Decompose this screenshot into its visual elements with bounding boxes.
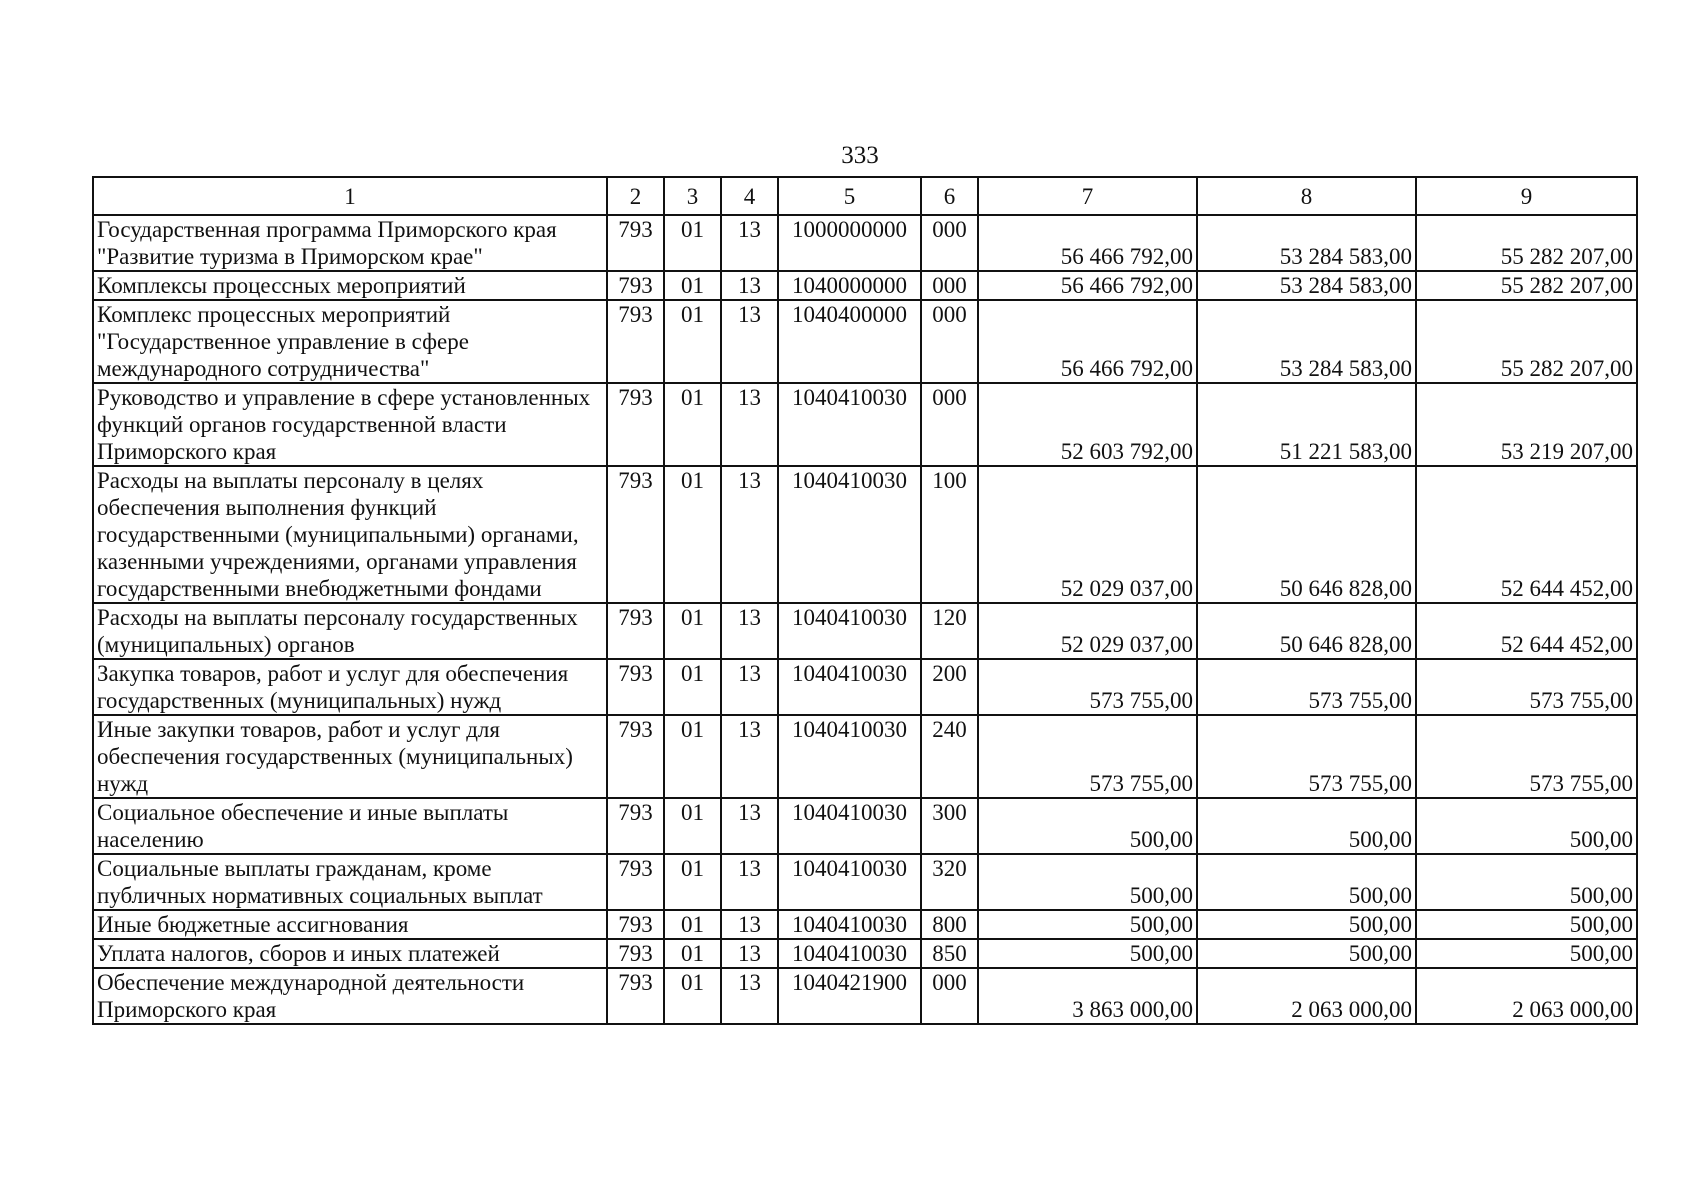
code-cell-6: 240 (921, 715, 978, 798)
code-cell-4: 13 (721, 271, 778, 300)
amount-cell-8: 2 063 000,00 (1197, 968, 1416, 1024)
amount-cell-7: 52 029 037,00 (978, 466, 1197, 603)
row-name-cell: Уплата налогов, сборов и иных платежей (93, 939, 607, 968)
code-cell-4: 13 (721, 968, 778, 1024)
column-header: 8 (1197, 177, 1416, 215)
table-row (93, 383, 1637, 466)
code-cell-6: 000 (921, 300, 978, 383)
amount-cell-8: 573 755,00 (1197, 659, 1416, 715)
table-row (93, 939, 1637, 968)
amount-cell-9: 573 755,00 (1416, 659, 1637, 715)
amount-cell-9: 52 644 452,00 (1416, 603, 1637, 659)
table-row (93, 798, 1637, 854)
amount-cell-7: 500,00 (978, 910, 1197, 939)
amount-cell-7: 500,00 (978, 939, 1197, 968)
amount-cell-9: 500,00 (1416, 939, 1637, 968)
amount-cell-8: 573 755,00 (1197, 715, 1416, 798)
amount-cell-7: 52 029 037,00 (978, 603, 1197, 659)
row-name-cell: Социальные выплаты гражданам, кроме публичных нормативных социальных выплат (93, 854, 607, 910)
table-row (93, 854, 1637, 910)
row-name-cell: Иные бюджетные ассигнования (93, 910, 607, 939)
column-header: 3 (664, 177, 721, 215)
code-cell-5: 1040000000 (778, 271, 921, 300)
code-cell-3: 01 (664, 659, 721, 715)
column-header: 1 (93, 177, 607, 215)
amount-cell-9: 500,00 (1416, 910, 1637, 939)
code-cell-3: 01 (664, 603, 721, 659)
amount-cell-8: 500,00 (1197, 854, 1416, 910)
code-cell-2: 793 (607, 798, 664, 854)
code-cell-6: 000 (921, 215, 978, 271)
table-row (93, 968, 1637, 1024)
table-row (93, 910, 1637, 939)
code-cell-5: 1040410030 (778, 939, 921, 968)
amount-cell-9: 53 219 207,00 (1416, 383, 1637, 466)
amount-cell-7: 573 755,00 (978, 715, 1197, 798)
code-cell-4: 13 (721, 215, 778, 271)
code-cell-2: 793 (607, 854, 664, 910)
amount-cell-8: 50 646 828,00 (1197, 466, 1416, 603)
row-name-cell: Государственная программа Приморского края "Развитие туризма в Приморском крае" (93, 215, 607, 271)
page-number: 333 (841, 142, 879, 169)
amount-cell-7: 56 466 792,00 (978, 271, 1197, 300)
code-cell-2: 793 (607, 215, 664, 271)
code-cell-3: 01 (664, 798, 721, 854)
table-row (93, 715, 1637, 798)
code-cell-6: 000 (921, 383, 978, 466)
code-cell-2: 793 (607, 271, 664, 300)
row-name-cell: Обеспечение международной деятельности Приморского края (93, 968, 607, 1024)
code-cell-6: 100 (921, 466, 978, 603)
amount-cell-9: 500,00 (1416, 798, 1637, 854)
code-cell-5: 1040410030 (778, 659, 921, 715)
code-cell-3: 01 (664, 215, 721, 271)
code-cell-3: 01 (664, 383, 721, 466)
code-cell-6: 300 (921, 798, 978, 854)
header-row (93, 177, 1637, 215)
code-cell-5: 1040410030 (778, 910, 921, 939)
code-cell-4: 13 (721, 383, 778, 466)
code-cell-5: 1040410030 (778, 383, 921, 466)
code-cell-2: 793 (607, 910, 664, 939)
code-cell-4: 13 (721, 910, 778, 939)
amount-cell-8: 53 284 583,00 (1197, 215, 1416, 271)
column-header: 9 (1416, 177, 1637, 215)
code-cell-3: 01 (664, 271, 721, 300)
code-cell-6: 800 (921, 910, 978, 939)
code-cell-4: 13 (721, 603, 778, 659)
amount-cell-7: 3 863 000,00 (978, 968, 1197, 1024)
code-cell-3: 01 (664, 466, 721, 603)
amount-cell-9: 55 282 207,00 (1416, 271, 1637, 300)
code-cell-4: 13 (721, 939, 778, 968)
code-cell-6: 000 (921, 968, 978, 1024)
row-name-cell: Руководство и управление в сфере установленных функций органов государственной власти Приморского края (93, 383, 607, 466)
code-cell-4: 13 (721, 659, 778, 715)
code-cell-4: 13 (721, 466, 778, 603)
amount-cell-9: 55 282 207,00 (1416, 215, 1637, 271)
code-cell-4: 13 (721, 715, 778, 798)
budget-table (92, 176, 1638, 1025)
row-name-cell: Иные закупки товаров, работ и услуг для обеспечения государственных (муниципальных) нужд (93, 715, 607, 798)
code-cell-6: 320 (921, 854, 978, 910)
code-cell-3: 01 (664, 939, 721, 968)
amount-cell-8: 51 221 583,00 (1197, 383, 1416, 466)
code-cell-4: 13 (721, 798, 778, 854)
code-cell-5: 1040400000 (778, 300, 921, 383)
amount-cell-9: 55 282 207,00 (1416, 300, 1637, 383)
code-cell-2: 793 (607, 300, 664, 383)
code-cell-3: 01 (664, 968, 721, 1024)
code-cell-5: 1040410030 (778, 603, 921, 659)
column-header: 5 (778, 177, 921, 215)
code-cell-6: 850 (921, 939, 978, 968)
amount-cell-9: 52 644 452,00 (1416, 466, 1637, 603)
code-cell-3: 01 (664, 300, 721, 383)
code-cell-3: 01 (664, 715, 721, 798)
code-cell-5: 1040410030 (778, 798, 921, 854)
amount-cell-8: 500,00 (1197, 939, 1416, 968)
code-cell-3: 01 (664, 910, 721, 939)
row-name-cell: Закупка товаров, работ и услуг для обеспечения государственных (муниципальных) нужд (93, 659, 607, 715)
row-name-cell: Комплекс процессных мероприятий "Государственное управление в сфере международного сотрудничества" (93, 300, 607, 383)
amount-cell-9: 2 063 000,00 (1416, 968, 1637, 1024)
row-name-cell: Социальное обеспечение и иные выплаты населению (93, 798, 607, 854)
code-cell-2: 793 (607, 715, 664, 798)
column-header: 7 (978, 177, 1197, 215)
amount-cell-8: 500,00 (1197, 798, 1416, 854)
code-cell-2: 793 (607, 383, 664, 466)
amount-cell-8: 53 284 583,00 (1197, 300, 1416, 383)
table-row (93, 215, 1637, 271)
column-header: 2 (607, 177, 664, 215)
code-cell-4: 13 (721, 300, 778, 383)
amount-cell-8: 53 284 583,00 (1197, 271, 1416, 300)
row-name-cell: Расходы на выплаты персоналу государственных (муниципальных) органов (93, 603, 607, 659)
code-cell-5: 1040410030 (778, 715, 921, 798)
code-cell-5: 1040421900 (778, 968, 921, 1024)
amount-cell-7: 500,00 (978, 854, 1197, 910)
code-cell-2: 793 (607, 659, 664, 715)
code-cell-5: 1040410030 (778, 466, 921, 603)
amount-cell-9: 500,00 (1416, 854, 1637, 910)
code-cell-2: 793 (607, 466, 664, 603)
code-cell-4: 13 (721, 854, 778, 910)
amount-cell-7: 56 466 792,00 (978, 215, 1197, 271)
code-cell-5: 1000000000 (778, 215, 921, 271)
code-cell-2: 793 (607, 603, 664, 659)
amount-cell-7: 56 466 792,00 (978, 300, 1197, 383)
row-name-cell: Комплексы процессных мероприятий (93, 271, 607, 300)
amount-cell-7: 500,00 (978, 798, 1197, 854)
amount-cell-7: 52 603 792,00 (978, 383, 1197, 466)
table-row (93, 466, 1637, 603)
table-row (93, 603, 1637, 659)
table-row (93, 271, 1637, 300)
column-header: 6 (921, 177, 978, 215)
code-cell-2: 793 (607, 939, 664, 968)
code-cell-5: 1040410030 (778, 854, 921, 910)
code-cell-2: 793 (607, 968, 664, 1024)
table-row (93, 300, 1637, 383)
amount-cell-8: 50 646 828,00 (1197, 603, 1416, 659)
amount-cell-9: 573 755,00 (1416, 715, 1637, 798)
code-cell-6: 000 (921, 271, 978, 300)
table-row (93, 659, 1637, 715)
amount-cell-8: 500,00 (1197, 910, 1416, 939)
code-cell-6: 200 (921, 659, 978, 715)
code-cell-3: 01 (664, 854, 721, 910)
amount-cell-7: 573 755,00 (978, 659, 1197, 715)
code-cell-6: 120 (921, 603, 978, 659)
row-name-cell: Расходы на выплаты персоналу в целях обеспечения выполнения функций государственными (муниципальными) органами, казенными учреждениями, органами управления государственными внебюджетными фондами (93, 466, 607, 603)
table-body (93, 177, 1637, 1024)
column-header: 4 (721, 177, 778, 215)
